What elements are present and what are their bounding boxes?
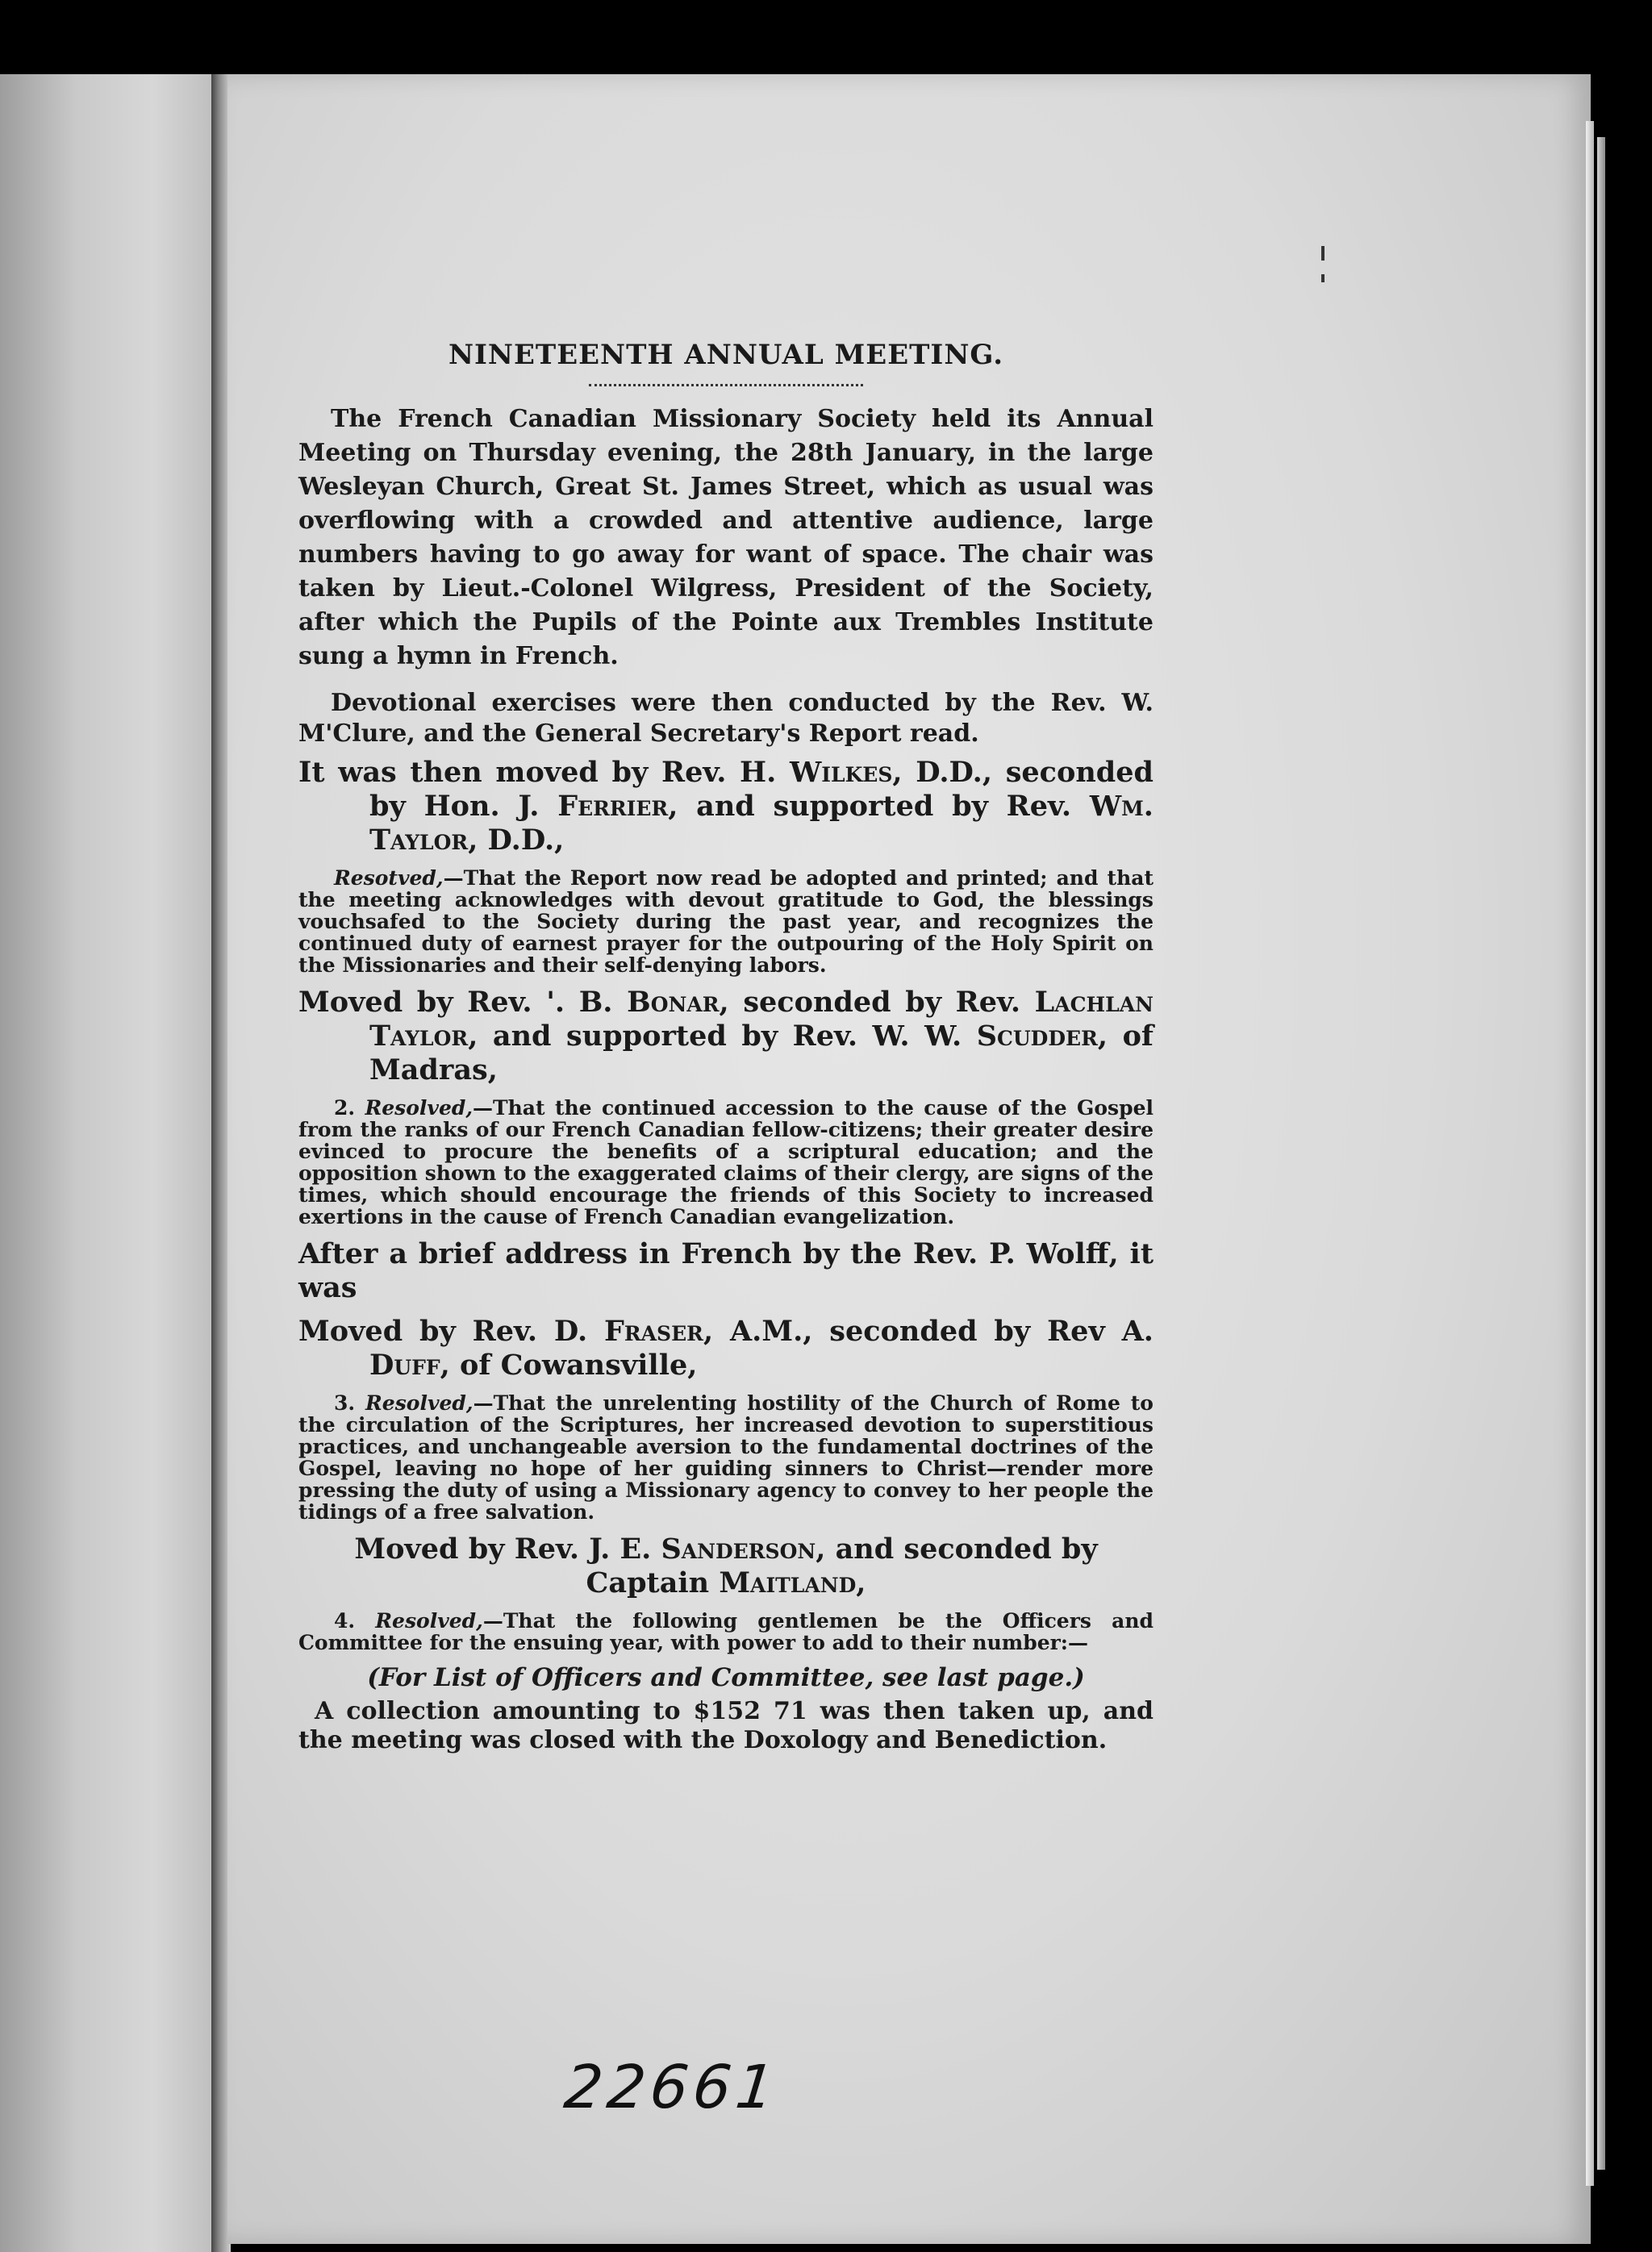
motion-2-intro: Moved by Rev. xyxy=(298,986,547,1019)
motion-1 xyxy=(298,756,1153,857)
page-edge xyxy=(1597,137,1605,2170)
motion-3-mid-1: , A.M., seconded by Rev A. xyxy=(703,1315,1153,1348)
motion-4-name-sanderson: Sanderson xyxy=(661,1533,816,1566)
motion-4-mid-1: , and seconded by Captain xyxy=(586,1533,1098,1599)
address-paragraph: After a brief address in French by the Rev. P. Wolff, it was xyxy=(298,1237,1153,1304)
motion-1-name-ferrier: Ferrier xyxy=(557,790,669,823)
resolution-1 xyxy=(298,867,1153,976)
devotional-paragraph: Devotional exercises were then conducted by the Rev. W. M'Clure, and the General Secretary's Report read. xyxy=(298,689,1153,748)
motion-4-name-maitland: Maitland xyxy=(719,1566,857,1599)
motion-2 xyxy=(298,986,1153,1087)
motion-1-name-wilkes: Wilkes xyxy=(789,756,893,789)
collection-paragraph: A collection amounting to $152 71 was then taken up, and the meeting was closed with the Doxology and Benediction. xyxy=(298,1697,1153,1754)
motion-3-end: , of Cowansville, xyxy=(440,1349,698,1382)
resolution-4 xyxy=(298,1610,1153,1654)
resolution-2-number: 2. xyxy=(334,1096,365,1120)
motion-4-intro: Moved by Rev. J. E. xyxy=(354,1533,661,1566)
officers-list-note: (For List of Officers and Committee, see last page.) xyxy=(367,1663,1085,1692)
resolution-3-label: Resolved, xyxy=(365,1391,473,1415)
motion-4-end: , xyxy=(856,1566,866,1599)
motion-4 xyxy=(298,1533,1153,1600)
paper-speck xyxy=(1321,246,1325,261)
motion-1-end: , D.D., xyxy=(468,824,565,857)
resolution-1-label: Resotved, xyxy=(334,866,444,890)
paper-speck xyxy=(1321,274,1325,282)
resolution-4-number: 4. xyxy=(334,1609,376,1633)
motion-1-name-taylor: Wm. Taylor xyxy=(369,790,1153,857)
resolution-2-label: Resolved, xyxy=(365,1096,473,1120)
motion-2-name-scudder: Scudder xyxy=(976,1020,1098,1053)
document-body xyxy=(298,339,1153,1755)
handwritten-catalog-number: 22661 xyxy=(561,2053,782,2122)
motion-1-intro: It was then moved by Rev. H. xyxy=(298,756,790,789)
resolution-4-label: Resolved, xyxy=(375,1609,483,1633)
motion-3-name-fraser: Fraser xyxy=(604,1315,703,1348)
intro-paragraph: The French Canadian Missionary Society held its Annual Meeting on Thursday evening, the 28th January, in the large Wesleyan Church, Great St. James Street, which as usual was overflowing with a crowded and attentive audience, large numbers having to go away for want of space. The chair was taken by Lieut.-Colonel Wilgress, President of the Society, after which the Pupils of the Pointe aux Trembles Institute sung a hymn in French. xyxy=(298,405,1153,670)
motion-3 xyxy=(298,1315,1153,1382)
motion-3-name-duff: Duff xyxy=(369,1349,440,1382)
motion-2-initials: '. B. xyxy=(546,986,628,1019)
motion-2-name-taylor: Lachlan Taylor xyxy=(369,986,1153,1053)
page-edge xyxy=(1586,121,1594,2186)
resolution-1-text: —That the Report now read be adopted and printed; and that the meeting acknowledges with devout gratitude to God, the blessings vouchsafed to the Society during the past year, and recognizes the continued duty of earnest prayer for the outpouring of the Holy Spirit on the Missionaries and their self-denying labors. xyxy=(298,866,1153,977)
motion-2-end: , of Madras, xyxy=(369,1020,1153,1086)
motion-1-mid-1: , D.D., seconded by Hon. J. xyxy=(369,756,1153,823)
resolution-3-text: —That the unrelenting hostility of the Church of Rome to the circulation of the Scriptures, her increased devotion to superstitious practices, and unchangeable aversion to the fundamental doctrines of the Gospel, leaving no hope of her guiding sinners to Christ—render more pressing the duty of using a Missionary agency to convey to her people the tidings of a free salvation. xyxy=(298,1391,1153,1524)
motion-2-mid-1: , seconded by Rev. xyxy=(719,986,1035,1019)
page-title: NINETEENTH ANNUAL MEETING. xyxy=(448,339,1004,371)
resolution-2-text: —That the continued accession to the cause of the Gospel from the ranks of our French Canadian fellow-citizens; their greater desire evinced to procure the benefits of a scriptural education; and the opposition shown to the exaggerated claims of their clergy, are signs of the times, which should encourage the friends of this Society to increased exertions in the cause of French Canadian evangelization. xyxy=(298,1096,1153,1228)
resolution-4-text: —That the following gentlemen be the Officers and Committee for the ensuing year, with power to add to their number:— xyxy=(298,1609,1153,1654)
resolution-3-number: 3. xyxy=(334,1391,366,1415)
binding-strip xyxy=(0,74,218,2252)
motion-2-name-bonar: Bonar xyxy=(627,986,720,1019)
title-ornament-rule xyxy=(589,376,863,386)
motion-2-mid-2: , and supported by Rev. W. W. xyxy=(468,1020,977,1053)
resolution-3 xyxy=(298,1392,1153,1523)
resolution-2 xyxy=(298,1097,1153,1228)
motion-3-intro: Moved by Rev. D. xyxy=(298,1315,605,1348)
motion-1-mid-2: , and supported by Rev. xyxy=(668,790,1090,823)
